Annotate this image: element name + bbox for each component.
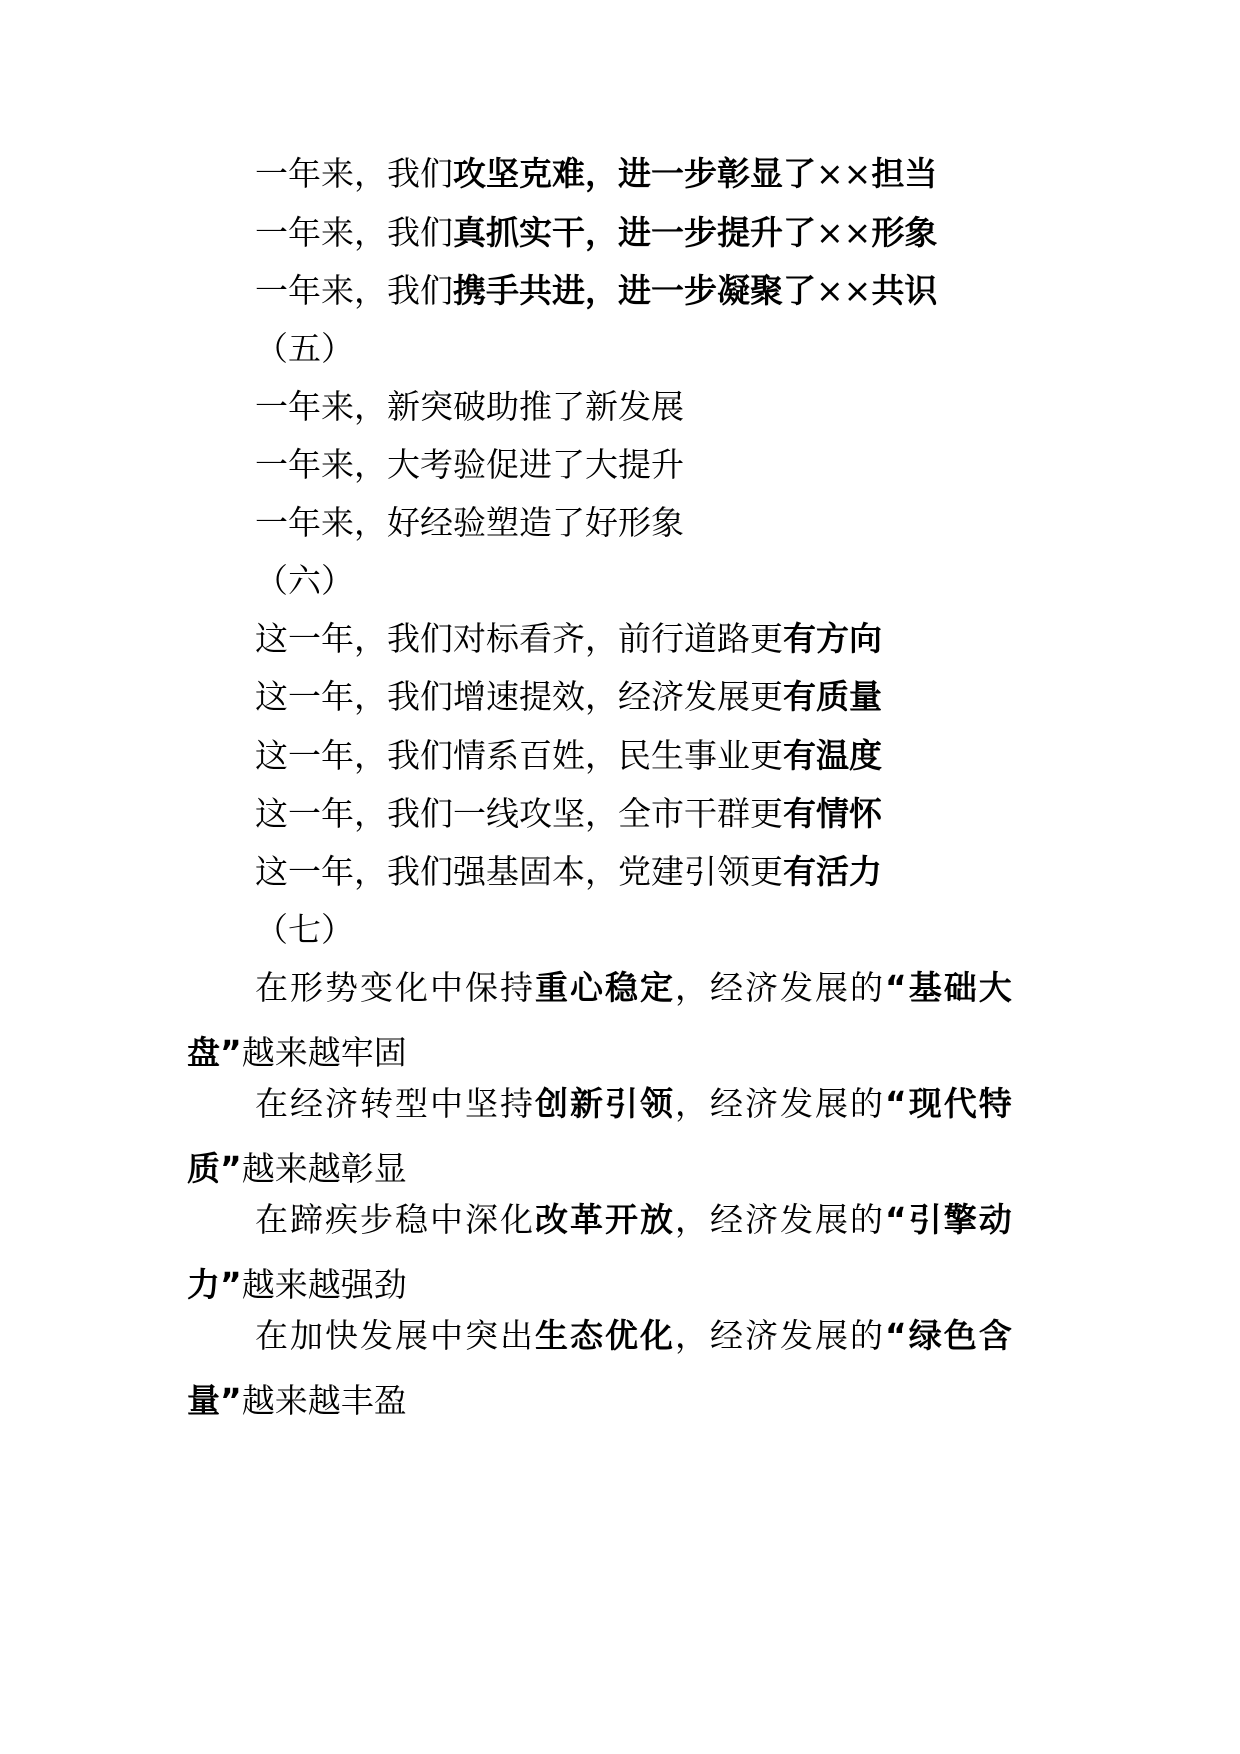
text-line (255, 675, 882, 719)
line-text: 一年来，我们 (255, 271, 453, 310)
text-line: 一年来，新突破助推了新发展 (255, 387, 684, 426)
text-line: 一年来，大考验促进了大提升 (255, 445, 684, 484)
paragraph (187, 1198, 1057, 1307)
text-line (255, 792, 882, 836)
line-bold-text: 形象 (871, 213, 938, 252)
line-text: 一年来，我们 (255, 213, 453, 252)
para-text: 在经济转型中坚持 (255, 1084, 535, 1123)
line-bold-text: 携手共进，进一步凝聚了 (453, 271, 816, 310)
line-bold-text: 有方向 (783, 619, 882, 658)
para-bold-text: “基础大 (885, 968, 1014, 1007)
para-bold-text: 重心稳定 (535, 968, 675, 1007)
paragraph-first-line (187, 1082, 1057, 1126)
section-heading: （七） (255, 910, 354, 949)
line-text: 这一年，我们强基固本，党建引领更 (255, 852, 783, 891)
text-line: 一年来，好经验塑造了好形象 (255, 503, 684, 542)
line-bold-text: 攻坚克难，进一步彰显了 (453, 154, 816, 193)
paragraph (187, 1314, 1057, 1423)
para-bold-text: 盘” (187, 1033, 242, 1072)
para-bold-text: 量” (187, 1381, 242, 1420)
text-line (255, 211, 937, 255)
text-line (255, 734, 882, 778)
line-text: 这一年，我们情系百姓，民生事业更 (255, 736, 783, 775)
para-bold-text: 质” (187, 1149, 242, 1188)
section-heading: （五） (255, 329, 354, 368)
paragraph-second-line (187, 1379, 1057, 1423)
para-text: 在蹄疾步稳中深化 (255, 1200, 535, 1239)
para-bold-text: 力” (187, 1265, 242, 1304)
para-bold-text: 创新引领 (535, 1084, 675, 1123)
line-text: 这一年，我们对标看齐，前行道路更 (255, 619, 783, 658)
para-text: ，经济发展的 (675, 1200, 885, 1239)
text-line (255, 269, 937, 313)
line-text: 这一年，我们一线攻坚，全市干群更 (255, 794, 783, 833)
line-bold-text: 共识 (871, 271, 938, 310)
para-text: 越来越丰盈 (241, 1381, 407, 1420)
paragraph-second-line (187, 1263, 1057, 1307)
text-line (255, 152, 937, 196)
paragraph-first-line (187, 1314, 1057, 1358)
paragraph (187, 966, 1057, 1075)
para-text: 越来越牢固 (241, 1033, 407, 1072)
paragraph-first-line (187, 966, 1057, 1010)
line-text: 一年来，我们 (255, 154, 453, 193)
line-bold-text: 真抓实干，进一步提升了 (453, 213, 816, 252)
line-bold-text: 有情怀 (783, 794, 882, 833)
paragraph (187, 1082, 1057, 1191)
paragraph-first-line (187, 1198, 1057, 1242)
para-bold-text: “引擎动 (885, 1200, 1014, 1239)
line-bold-text: 有活力 (783, 852, 882, 891)
line-bold-text: 有温度 (783, 736, 882, 775)
para-text: ，经济发展的 (675, 1316, 885, 1355)
text-line (255, 617, 882, 661)
paragraph-second-line (187, 1147, 1057, 1191)
para-bold-text: 改革开放 (535, 1200, 675, 1239)
text-line (255, 850, 882, 894)
line-text: ×× (816, 213, 872, 252)
line-text: ×× (816, 271, 872, 310)
para-text: 越来越彰显 (241, 1149, 407, 1188)
para-bold-text: “现代特 (885, 1084, 1014, 1123)
para-text: 越来越强劲 (241, 1265, 407, 1304)
para-text: 在加快发展中突出 (255, 1316, 535, 1355)
line-text: 这一年，我们增速提效，经济发展更 (255, 677, 783, 716)
para-bold-text: “绿色含 (885, 1316, 1014, 1355)
para-bold-text: 生态优化 (535, 1316, 675, 1355)
line-text: ×× (816, 154, 872, 193)
line-bold-text: 担当 (871, 154, 938, 193)
paragraph-second-line (187, 1031, 1057, 1075)
para-text: ，经济发展的 (675, 968, 885, 1007)
para-text: ，经济发展的 (675, 1084, 885, 1123)
para-text: 在形势变化中保持 (255, 968, 535, 1007)
line-bold-text: 有质量 (783, 677, 882, 716)
section-heading: （六） (255, 561, 354, 600)
